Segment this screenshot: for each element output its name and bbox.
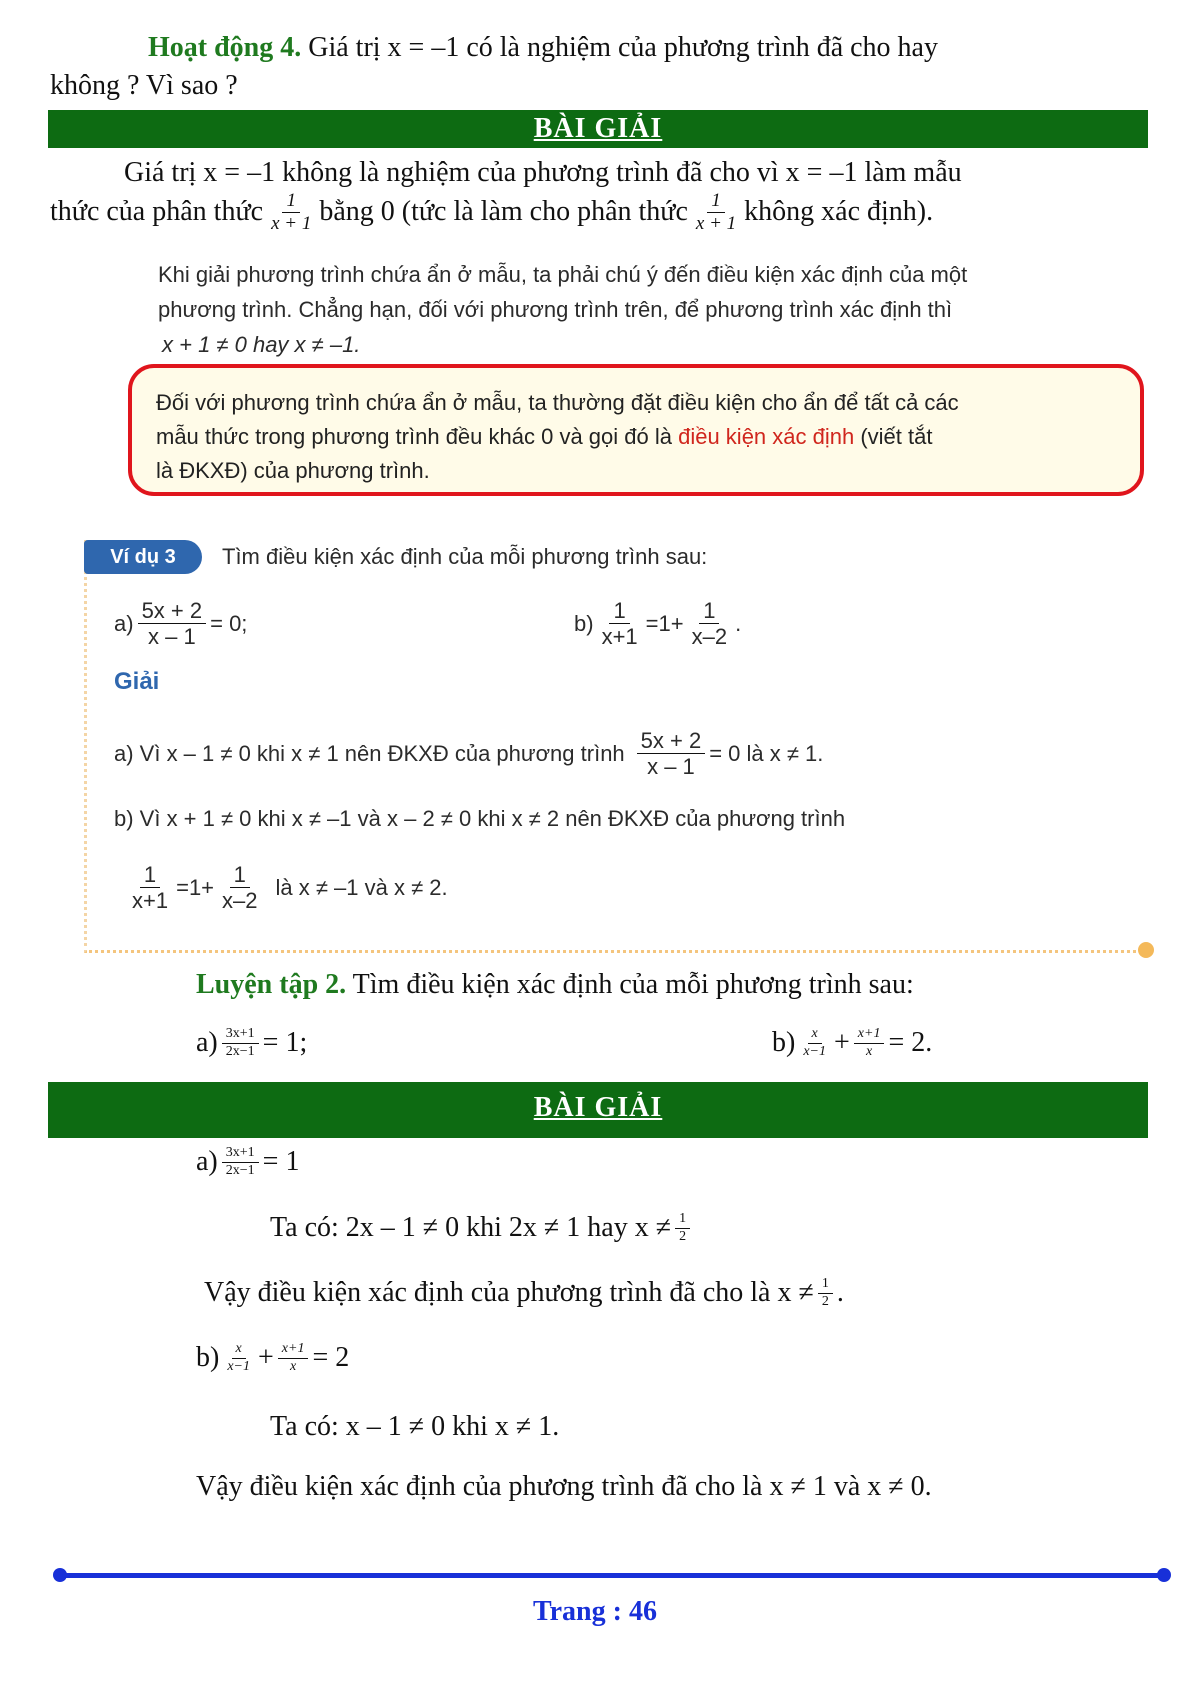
example-b-label: b) (574, 610, 594, 636)
fraction (128, 862, 172, 914)
definition-term: điều kiện xác định (678, 424, 855, 449)
example-a-label: a) (114, 610, 134, 636)
practice-a-rhs: = 1; (262, 1027, 308, 1058)
solution-label: Giải (114, 668, 160, 695)
fraction-numerator: 3x+1 (222, 1145, 259, 1162)
practice-a-label: a) (196, 1027, 218, 1058)
fraction-numerator: x (232, 1341, 246, 1358)
fraction (637, 728, 706, 780)
fraction-denominator: x + 1 (695, 212, 737, 234)
example-solution-a (114, 728, 823, 780)
definition-box (128, 364, 1144, 496)
answer2-a-label: a) (196, 1146, 218, 1177)
solution-b-tail: là x ≠ –1 và x ≠ 2. (275, 874, 448, 900)
fraction-numerator: x (808, 1026, 822, 1043)
answer2-b-label: b) (196, 1342, 220, 1373)
fraction-denominator: 2x−1 (225, 1043, 255, 1059)
fraction-denominator: x – 1 (147, 624, 196, 650)
practice-b-label: b) (772, 1027, 796, 1058)
example-b-end: . (735, 610, 742, 636)
answer2-b-step: Ta có: x – 1 ≠ 0 khi x ≠ 1. (270, 1411, 560, 1442)
fraction-numerator: 1 (818, 1276, 833, 1293)
example-b-mid: =1+ (645, 610, 684, 636)
practice-b-rhs: = 2. (888, 1027, 933, 1058)
example-badge: Ví dụ 3 (84, 540, 202, 574)
fraction-denominator: x−1 (803, 1043, 826, 1059)
fraction-numerator: 5x + 2 (637, 728, 706, 754)
example-a-rhs: = 0; (210, 610, 248, 636)
fraction-denominator: x – 1 (647, 754, 695, 780)
answer2-a-step (270, 1210, 694, 1246)
fraction (799, 1026, 830, 1059)
fraction-denominator: x (290, 1358, 297, 1374)
example-solution-b-eq (124, 862, 448, 914)
practice-b-plus: + (834, 1027, 850, 1058)
book-note-line-3: x + 1 ≠ 0 hay x ≠ –1. (162, 332, 361, 357)
fraction (688, 598, 731, 650)
answer2-b-rhs: = 2 (312, 1342, 350, 1373)
fraction-numerator: 1 (699, 598, 719, 624)
activity-line-2: không ? Vì sao ? (50, 70, 238, 101)
fraction (223, 1341, 254, 1374)
answer1-line-2 (50, 190, 933, 235)
fraction (138, 598, 207, 650)
answer2-b-plus: + (258, 1342, 274, 1373)
book-note-line-1: Khi giải phương trình chứa ẩn ở mẫu, ta phải chú ý đến điều kiện xác định của một (158, 262, 968, 287)
answer2-eq-a (196, 1144, 299, 1180)
answer2-period: . (836, 1277, 844, 1308)
solution-banner (48, 110, 1148, 148)
fraction-denominator: x+1 (601, 624, 638, 650)
fraction-numerator: 1 (282, 190, 300, 213)
fraction-numerator: 1 (675, 1211, 690, 1228)
solution-a-rhs: = 0 là x ≠ 1. (709, 740, 824, 766)
solution-banner (48, 1082, 1148, 1138)
solution-banner-title: BÀI GIẢI (533, 1092, 663, 1123)
definition-line-1: Đối với phương trình chứa ẩn ở mẫu, ta thường đặt điều kiện cho ẩn để tất cả các (156, 390, 959, 415)
practice-prompt: Tìm điều kiện xác định của mỗi phương trình sau: (352, 969, 914, 1000)
fraction-numerator: 1 (230, 862, 250, 888)
definition-text-b: (viết tắt (854, 424, 933, 449)
fraction (278, 1341, 309, 1374)
practice-line (196, 967, 914, 1003)
fraction-numerator: x+1 (854, 1026, 885, 1043)
fraction-numerator: 5x + 2 (138, 598, 207, 624)
solution-b-mid: =1+ (176, 874, 215, 900)
definition-line-3: là ĐKXĐ) của phương trình. (156, 458, 430, 483)
practice-eq-b (772, 1025, 932, 1061)
answer2-a-conclusion-text: Vậy điều kiện xác định của phương trình đã cho là x ≠ (204, 1277, 814, 1308)
fraction (222, 1026, 259, 1059)
practice-label: Luyện tập 2. (196, 969, 347, 1000)
fraction (692, 190, 740, 235)
footer-rule (60, 1573, 1164, 1578)
page-number: Trang : 46 (533, 1596, 657, 1627)
fraction (267, 190, 315, 235)
fraction-denominator: x + 1 (271, 212, 312, 234)
fraction-denominator: 2x−1 (225, 1162, 255, 1178)
dot-icon (1138, 942, 1154, 958)
fraction (818, 1276, 833, 1309)
fraction (675, 1211, 690, 1244)
answer2-a-step-text: Ta có: 2x – 1 ≠ 0 khi 2x ≠ 1 hay x ≠ (270, 1212, 672, 1243)
answer2-eq-b (196, 1340, 349, 1376)
definition-text-a: mẫu thức trong phương trình đều khác 0 và gọi đó là (156, 424, 679, 449)
fraction-numerator: 1 (609, 598, 629, 624)
fraction-numerator: 3x+1 (222, 1026, 259, 1043)
answer1-text-c: không xác định). (744, 196, 934, 228)
fraction-numerator: 1 (707, 190, 725, 213)
definition-line-2 (156, 420, 1118, 454)
activity-label: Hoạt động 4. (148, 32, 302, 63)
example-solution-b: b) Vì x + 1 ≠ 0 khi x ≠ –1 và x – 2 ≠ 0 khi x ≠ 2 nên ĐKXĐ của phương trình (114, 806, 846, 831)
fraction-denominator: 2 (821, 1293, 829, 1309)
fraction (854, 1026, 885, 1059)
fraction-denominator: x–2 (222, 888, 258, 914)
fraction-denominator: 2 (679, 1228, 687, 1244)
practice-eq-a (196, 1025, 307, 1061)
fraction (222, 1145, 259, 1178)
answer2-b-conclusion: Vậy điều kiện xác định của phương trình đã cho là x ≠ 1 và x ≠ 0. (196, 1471, 932, 1502)
answer1-line-1: Giá trị x = –1 không là nghiệm của phương trình đã cho vì x = –1 làm mẫu (124, 157, 962, 188)
dot-icon (53, 1568, 67, 1582)
answer2-a-conclusion (204, 1275, 844, 1311)
example-eq-a (114, 598, 247, 650)
activity-line-1 (148, 30, 938, 66)
example-prompt: Tìm điều kiện xác định của mỗi phương trình sau: (222, 544, 708, 569)
fraction-denominator: x+1 (132, 888, 169, 914)
answer1-text-b: bằng 0 (tức là làm cho phân thức (319, 196, 688, 228)
answer2-a-rhs: = 1 (262, 1146, 300, 1177)
fraction-numerator: 1 (140, 862, 160, 888)
dot-icon (1157, 1568, 1171, 1582)
fraction-denominator: x−1 (227, 1358, 250, 1374)
solution-banner-title: BÀI GIẢI (533, 113, 663, 144)
answer1-text-a: thức của phân thức (50, 196, 264, 228)
fraction-denominator: x–2 (691, 624, 728, 650)
fraction-denominator: x (866, 1043, 873, 1059)
fraction-numerator: x+1 (278, 1341, 309, 1358)
example-eq-b (574, 598, 741, 650)
activity-question: Giá trị x = –1 có là nghiệm của phương trình đã cho hay (308, 32, 938, 63)
solution-a-text: a) Vì x – 1 ≠ 0 khi x ≠ 1 nên ĐKXĐ của phương trình (114, 740, 625, 766)
fraction (218, 862, 261, 914)
fraction (598, 598, 642, 650)
book-note-line-2: phương trình. Chẳng hạn, đối với phương trình trên, để phương trình xác định thì (158, 297, 953, 322)
